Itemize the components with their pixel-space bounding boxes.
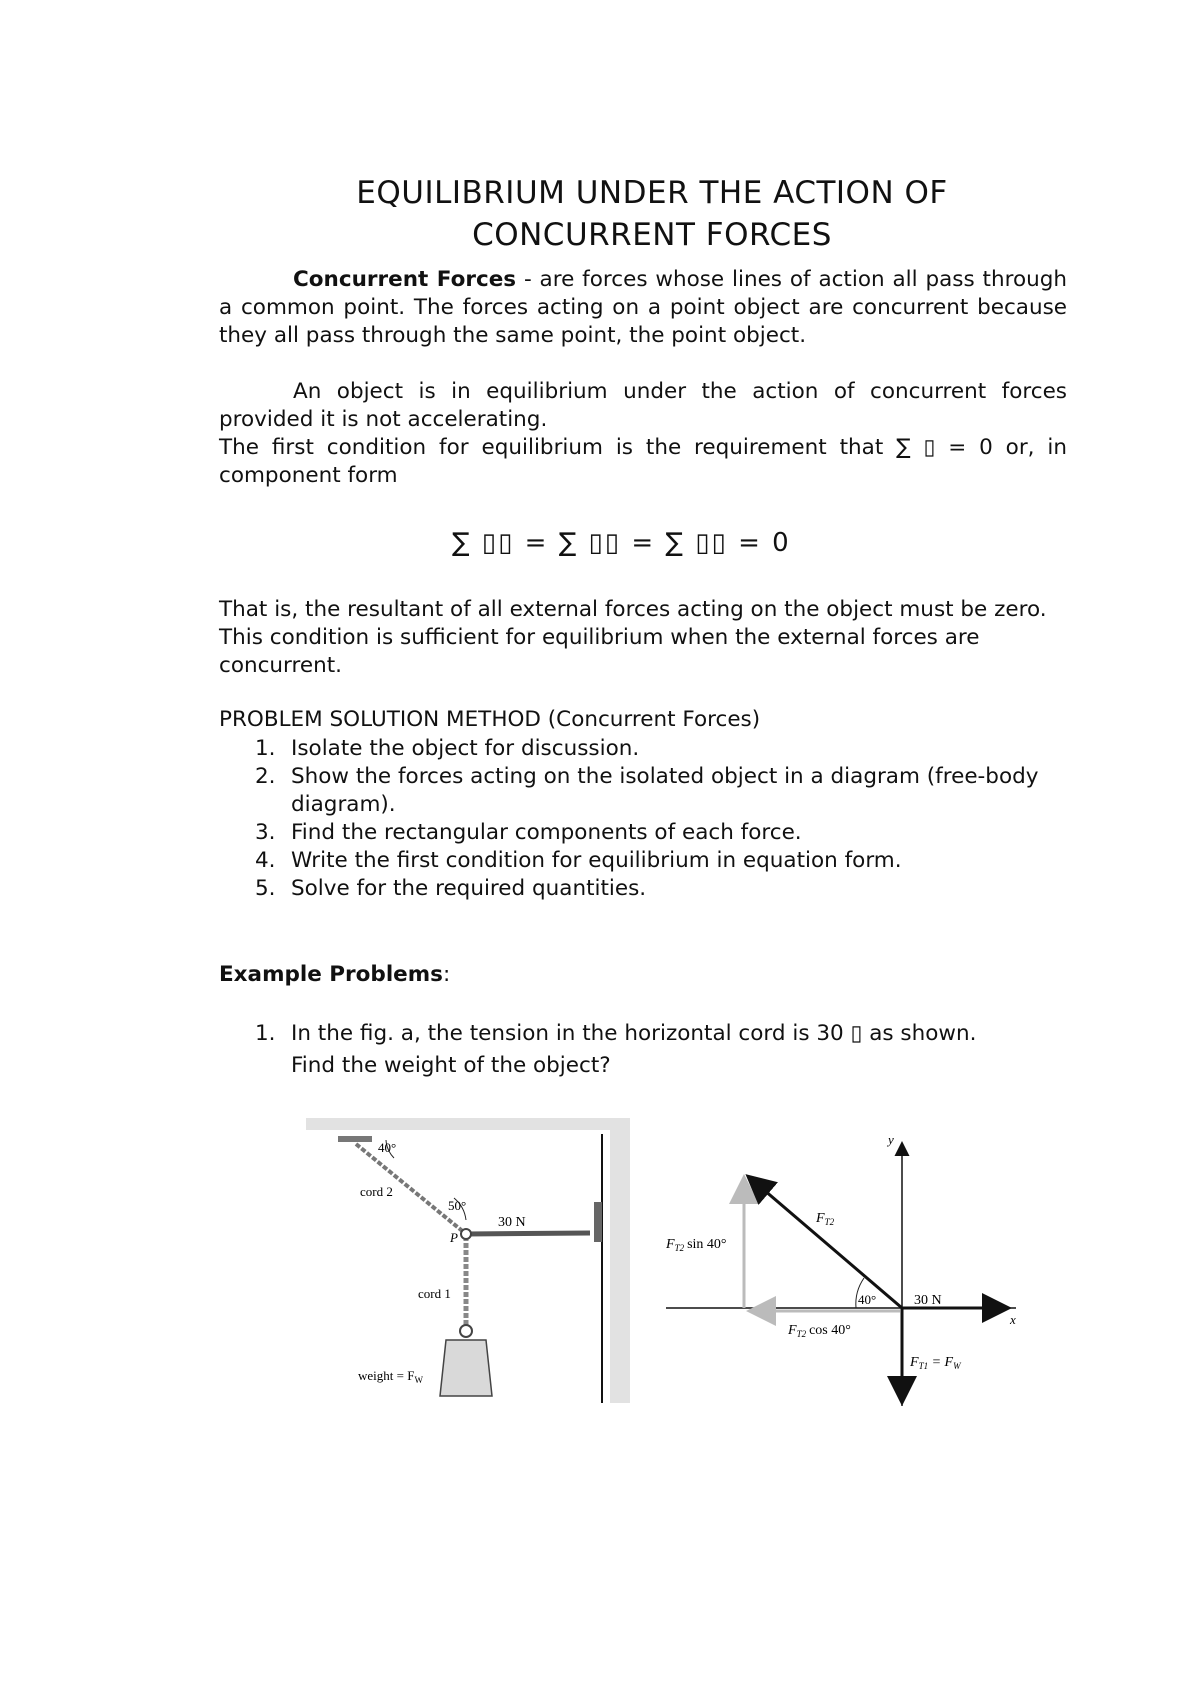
ft1-equals-fw-label: $F_{T1} = F_W$ [910, 1355, 961, 1371]
weight-hook [460, 1325, 472, 1337]
point-label: P [450, 1230, 458, 1245]
step-number: 4. [255, 848, 276, 873]
step-text: Isolate the object for discussion. [291, 736, 640, 761]
definition-term: Concurrent Forces [293, 267, 517, 292]
horizontal-cord [466, 1233, 590, 1234]
x-axis-label: x [1010, 1312, 1016, 1327]
examples-heading [219, 962, 450, 987]
list-item [219, 875, 1079, 903]
weight-label: weight = $F_W$ [358, 1368, 423, 1385]
example-number: 1. [255, 1021, 276, 1046]
step-text: Find the rectangular components of each force. [291, 820, 802, 845]
step-number: 3. [255, 820, 276, 845]
angle-mid-label: 50° [448, 1198, 467, 1213]
angle-label: 40° [858, 1292, 877, 1307]
ft2-cos-label: $F_{T2}$ cos 40° [788, 1323, 851, 1339]
cord-1-label: cord 1 [418, 1286, 451, 1301]
list-item [219, 819, 1079, 847]
method-heading: PROBLEM SOLUTION METHOD (Concurrent Forces) [219, 707, 761, 732]
angle-top-label: 40° [378, 1140, 397, 1155]
wall-mount [594, 1202, 602, 1242]
cord-2-label: cord 2 [360, 1184, 393, 1199]
definition-paragraph [219, 266, 1067, 350]
step-text: Write the first condition for equilibrium in equation form. [291, 848, 902, 873]
step-number: 5. [255, 876, 276, 901]
knot-point [461, 1229, 471, 1239]
force-label: 30 N [498, 1215, 526, 1230]
first-condition-paragraph [219, 434, 1067, 490]
step-text: Solve for the required quantities. [291, 876, 647, 901]
page-title-line-2: CONCURRENT FORCES [472, 217, 832, 253]
weight-block [440, 1340, 492, 1396]
page-title-line-1: EQUILIBRIUM UNDER THE ACTION OF [356, 175, 948, 211]
equilibrium-text-2: The first condition for equilibrium is the requirement that ∑ ▯ = 0 or, in component form [219, 435, 1067, 488]
method-steps-list [219, 735, 1079, 903]
component-equation: ∑ ▯▯ = ∑ ▯▯ = ∑ ▯▯ = 0 [452, 528, 791, 558]
ft2-sin-label: $F_{T2}$ sin 40° [666, 1237, 727, 1253]
equilibrium-paragraph [219, 378, 1067, 434]
list-item [219, 735, 1079, 763]
ft2-label: $F_{T2}$ [816, 1211, 835, 1227]
list-item [219, 847, 1079, 875]
force-label-30n: 30 N [914, 1293, 942, 1308]
wall-band [610, 1118, 630, 1403]
example-line-2: Find the weight of the object? [291, 1053, 611, 1078]
resultant-paragraph: That is, the resultant of all external forces acting on the object must be zero. This condition is sufficient for equilibrium when the external forces are concurrent. [219, 597, 1047, 678]
equilibrium-text-1: An object is in equilibrium under the action of concurrent forces provided it is not accelerating. [219, 379, 1067, 432]
y-axis-label: y [888, 1132, 894, 1147]
examples-heading-colon: : [442, 962, 451, 987]
example-line-1: In the fig. a, the tension in the horizontal cord is 30 ▯ as shown. [291, 1021, 977, 1046]
ft2-arrow [750, 1178, 902, 1308]
definition-text: - are forces whose lines of action all pass through a common point. The forces acting on a point object are concurrent because they all pass through the same point, the point object. [219, 267, 1067, 348]
ceiling-band [306, 1118, 630, 1130]
figure-a-hanging-weight [306, 1118, 630, 1403]
list-item [219, 763, 1079, 819]
examples-heading-text: Example Problems [219, 962, 443, 987]
figure-b-free-body-diagram [666, 1132, 1026, 1406]
step-number: 1. [255, 736, 276, 761]
ceiling-mount [338, 1136, 372, 1142]
step-text: Show the forces acting on the isolated object in a diagram (free-body diagram). [291, 764, 1039, 817]
example-text [291, 1018, 1051, 1082]
step-number: 2. [255, 764, 276, 789]
